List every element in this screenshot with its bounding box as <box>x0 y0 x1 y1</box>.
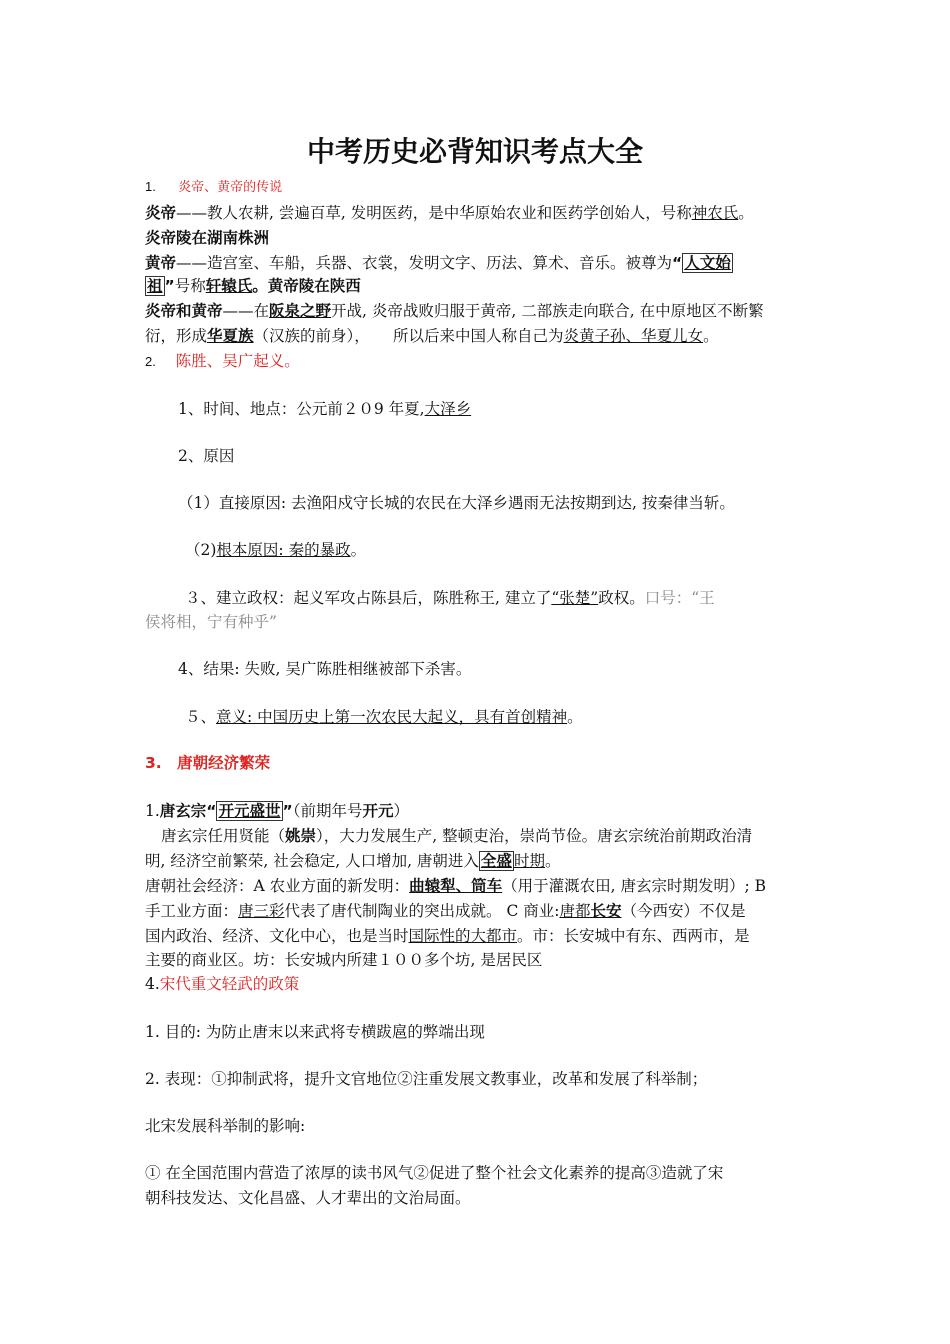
text: （汉族的前身）， 所以后来中国人称自己为 <box>253 327 564 345</box>
section-number: 4. <box>145 975 160 993</box>
paragraph-line: 侯将相，宁有种乎” <box>145 613 277 631</box>
term-huangdi: 黄帝 <box>145 254 177 272</box>
text: 。 <box>350 541 367 559</box>
text: 唐朝社会经济：A 农业方面的新发明： <box>145 877 410 895</box>
section-2-heading <box>145 351 300 372</box>
text: 。市：长安城中有东、西两市，是 <box>517 927 750 945</box>
underlined-term: 轩辕氏 <box>205 277 253 295</box>
boxed-term: 祖 <box>147 277 163 295</box>
text: ３、建立政权：起义军攻占陈县后，陈胜称王, 建立了 <box>185 589 552 607</box>
section-1-heading <box>145 177 282 198</box>
underlined-term: 神农氏 <box>691 204 739 222</box>
paragraph-line: 2. 表现：①抑制武将，提升文官地位②注重发展文教事业，改革和发展了科举制； <box>145 1070 708 1088</box>
text: ——教人农耕, 尝遍百草, 发明医药，是中华原始农业和医药学创始人，号称 <box>176 204 692 222</box>
paragraph-line <box>185 588 715 608</box>
text: 。黄帝陵在陕西 <box>252 277 361 295</box>
paragraph-line <box>145 926 750 946</box>
underlined-term: 意义: 中国历史上第一次农民大起义，具有首创精神 <box>216 708 568 726</box>
underlined-term: “张楚” <box>551 589 599 607</box>
section-4-heading <box>145 974 299 994</box>
paragraph-line <box>145 203 754 223</box>
paragraph-line <box>145 301 764 321</box>
boxed-term: 开元盛世 <box>218 802 281 820</box>
underlined-term: 曲辕犁、筒车 <box>409 877 503 895</box>
text: （今西安）不仅是 <box>621 902 746 920</box>
text: 国内政治、经济、文化中心，也是当时 <box>145 927 409 945</box>
underlined-term: 阪泉之野 <box>269 302 332 320</box>
paragraph-line: 1. 目的: 为防止唐末以来武将专横跋扈的弊端出现 <box>145 1023 485 1041</box>
term-yandi: 炎帝 <box>145 204 177 222</box>
paragraph-line <box>145 876 766 896</box>
paragraph-line <box>145 253 733 273</box>
text: 开元 <box>362 802 394 820</box>
page-title: 中考历史必背知识考点大全 <box>306 135 643 168</box>
boxed-term: 全盛 <box>480 852 512 870</box>
paragraph-line: 4、结果: 失败, 吴广陈胜相继被部下杀害。 <box>178 660 472 678</box>
section-title: 宋代重文轻武的政策 <box>159 975 300 993</box>
text: ５、 <box>185 708 217 726</box>
text: ——在 <box>222 302 270 320</box>
text: 手工业方面： <box>145 902 239 920</box>
section-title: 陈胜、吴广起义。 <box>175 352 300 370</box>
paragraph-line <box>185 540 366 560</box>
paragraph-line: 北宋发展科举制的影响: <box>145 1117 306 1135</box>
underlined-term: 大泽乡 <box>424 400 472 418</box>
underlined-term: 华夏族 <box>207 327 254 345</box>
paragraph-line <box>145 326 719 346</box>
underlined-term: 时期 <box>513 852 545 870</box>
paragraph-line <box>161 826 752 846</box>
text: 。 <box>544 852 561 870</box>
text: ——造宫室、车船，兵器、衣裳，发明文字、历法、算术、音乐。被尊为 <box>176 254 673 272</box>
text: 唐玄宗任用贤能（ <box>161 827 286 845</box>
text: 衍，形成 <box>145 327 208 345</box>
underlined-term: 唐都 <box>559 902 591 920</box>
text: 。 <box>738 204 754 222</box>
text: 开战, 炎帝战败归服于黄帝, 二部族走向联合, 在中原地区不断繁 <box>331 302 764 320</box>
underlined-term: 唐三彩 <box>238 902 285 920</box>
text: “ <box>672 254 683 272</box>
section-title: 炎帝、黄帝的传说 <box>178 180 283 195</box>
paragraph-line <box>145 901 746 921</box>
text: （前期年号 <box>292 802 363 820</box>
text: （2) <box>185 541 217 559</box>
text: 号称 <box>174 277 206 295</box>
text: 姚崇 <box>285 827 317 845</box>
paragraph-line: ① 在全国范围内营造了浓厚的读书风气②促进了整个社会文化素养的提高③造就了宋 <box>145 1164 724 1182</box>
paragraph-line <box>178 399 471 419</box>
text: ） <box>393 802 409 820</box>
paragraph-line: 炎帝陵在湖南株洲 <box>145 229 270 247</box>
underlined-term: 国际性的大都市 <box>408 927 518 945</box>
text: 唐玄宗“ <box>159 802 217 820</box>
paragraph-line <box>145 276 361 296</box>
text: 。 <box>703 327 719 345</box>
text: 代表了唐代制陶业的突出成就。 C 商业: <box>284 902 560 920</box>
paragraph-line: （1）直接原因: 去渔阳戍守长城的农民在大泽乡遇雨无法按期到达, 按秦律当斩。 <box>178 494 735 512</box>
section-number: 2. <box>145 354 156 369</box>
text: ），大力发展生产, 整顿吏治，崇尚节俭。唐玄宗统治前期政治清 <box>316 827 753 845</box>
text: 炎帝和黄帝 <box>145 302 223 320</box>
paragraph-line: 朝科技发达、文化昌盛、人才辈出的文治局面。 <box>145 1189 471 1207</box>
text: 。 <box>567 708 583 726</box>
text: 政权。 <box>598 589 645 607</box>
text: ” <box>164 277 175 295</box>
paragraph-line <box>145 801 409 821</box>
text: ” <box>282 802 293 820</box>
slogan-text: 口号：“王 <box>644 589 715 607</box>
text: 明, 经济空前繁荣, 社会稳定, 人口增加, 唐朝进入 <box>145 852 479 870</box>
paragraph-line <box>145 851 560 871</box>
paragraph-line: 2、原因 <box>178 447 235 465</box>
text: 1. <box>145 802 160 820</box>
paragraph-line <box>185 707 583 727</box>
underlined-term: 根本原因: 秦的暴政 <box>216 541 351 559</box>
section-number: 1. <box>145 179 156 194</box>
paragraph-line: 主要的商业区。坊：长安城内所建１００多个坊, 是居民区 <box>145 951 543 969</box>
text: （用于灌溉农田, 唐玄宗时期发明）; B <box>502 877 767 895</box>
underlined-term: 炎黄子孙、华夏儿女 <box>563 327 704 345</box>
section-3-heading: 3. 唐朝经济繁荣 <box>145 754 271 772</box>
underlined-term: 长安 <box>590 902 622 920</box>
boxed-term: 人文始 <box>684 254 731 272</box>
text: 1、时间、地点：公元前２０9 年夏, <box>178 400 425 418</box>
